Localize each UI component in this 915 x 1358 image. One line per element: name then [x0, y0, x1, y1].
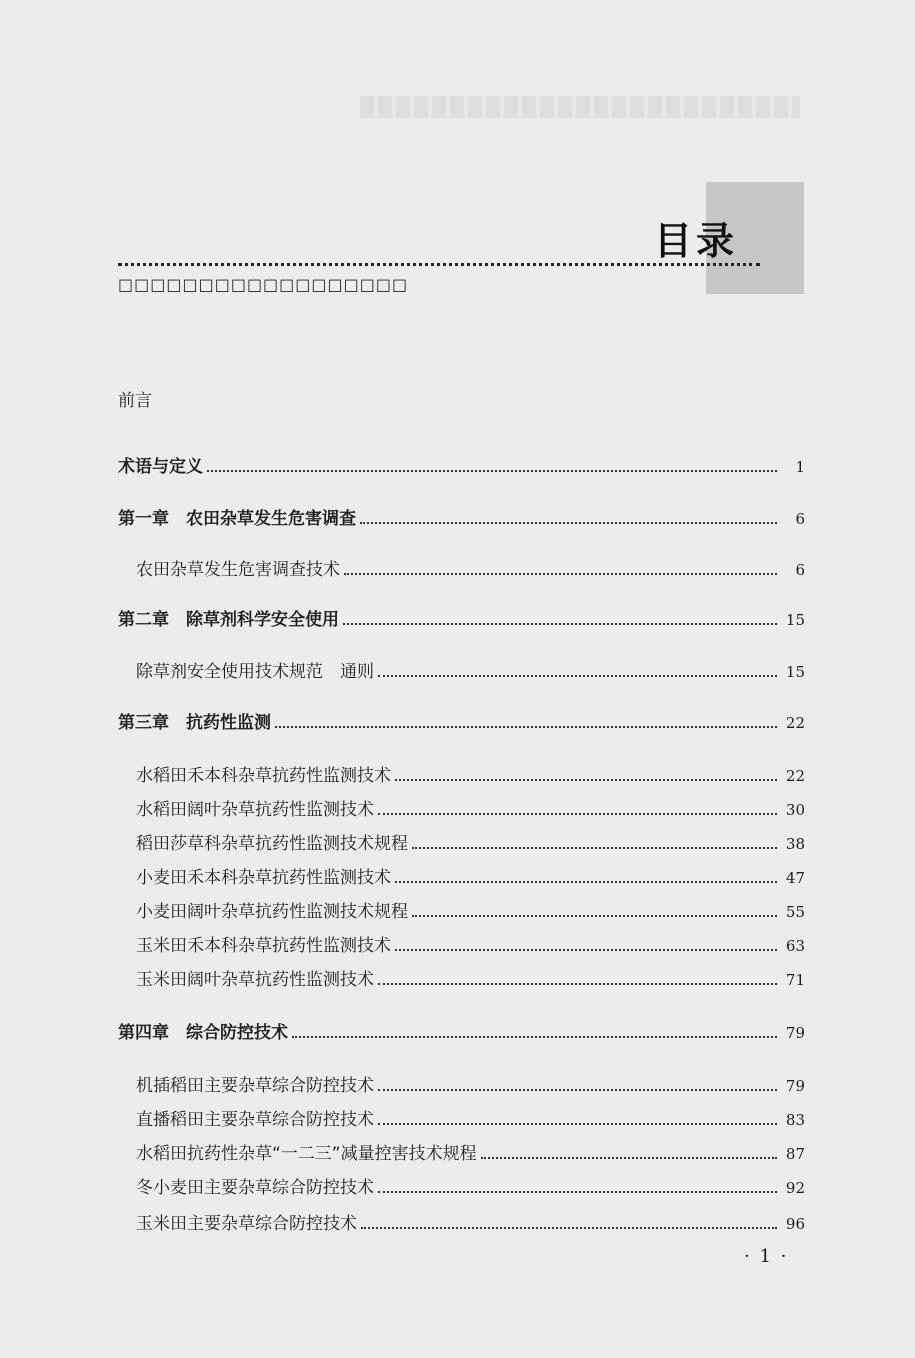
preface-heading: 前言 [118, 391, 152, 411]
toc-section-entry[interactable] [136, 965, 805, 989]
toc-section-entry[interactable] [136, 1209, 805, 1233]
toc-leader-dots [481, 1157, 777, 1159]
toc-page-number: 1 [795, 458, 805, 476]
toc-entry-title: 术语与定义 [118, 457, 203, 477]
toc-section-entry[interactable] [136, 1071, 805, 1095]
toc-leader-dots [412, 915, 777, 917]
toc-leader-dots [275, 726, 777, 728]
toc-page-number: 22 [785, 714, 805, 732]
toc-entry-title: 水稻田禾本科杂草抗药性监测技术 [136, 766, 391, 786]
toc-leader-dots [361, 1227, 777, 1229]
toc-section-entry[interactable] [136, 863, 805, 887]
page-title: 目录 [654, 219, 739, 263]
toc-leader-dots [360, 522, 777, 524]
toc-chapter-entry[interactable] [118, 504, 805, 528]
toc-page-number: 6 [795, 561, 805, 579]
toc-leader-dots [395, 779, 777, 781]
toc-page-number: 79 [785, 1077, 805, 1095]
toc-page-number: 87 [785, 1145, 805, 1163]
toc-page-number: 30 [785, 801, 805, 819]
toc-leader-dots [207, 470, 777, 472]
toc-leader-dots [395, 949, 777, 951]
toc-leader-dots [412, 847, 777, 849]
toc-leader-dots [292, 1036, 777, 1038]
toc-entry-title: 第四章 综合防控技术 [118, 1023, 288, 1043]
toc-section-entry[interactable] [136, 829, 805, 853]
toc-section-entry[interactable] [136, 657, 805, 681]
toc-leader-dots [378, 1191, 777, 1193]
toc-entry-title: 第二章 除草剂科学安全使用 [118, 610, 339, 630]
toc-section-entry[interactable] [136, 897, 805, 921]
toc-leader-dots [344, 573, 777, 575]
page-number: · 1 · [744, 1246, 789, 1267]
toc-leader-dots [378, 1089, 777, 1091]
toc-page-number: 6 [795, 510, 805, 528]
toc-chapter-entry[interactable] [118, 605, 805, 629]
toc-page-number: 22 [785, 767, 805, 785]
toc-leader-dots [395, 881, 777, 883]
toc-entry-title: 玉米田阔叶杂草抗药性监测技术 [136, 970, 374, 990]
toc-section-entry[interactable] [136, 1139, 805, 1163]
toc-section-entry[interactable] [136, 795, 805, 819]
toc-entry-title: 第一章 农田杂草发生危害调查 [118, 509, 356, 529]
toc-entry-title: 稻田莎草科杂草抗药性监测技术规程 [136, 834, 408, 854]
show-through-text [360, 96, 800, 118]
toc-page-number: 71 [785, 971, 805, 989]
toc-leader-dots [378, 1123, 777, 1125]
toc-entry-title: 小麦田阔叶杂草抗药性监测技术规程 [136, 902, 408, 922]
title-dotted-rule [118, 263, 760, 266]
toc-section-entry[interactable] [136, 761, 805, 785]
toc-leader-dots [343, 623, 777, 625]
toc-section-entry[interactable] [136, 1105, 805, 1129]
toc-page-number: 38 [785, 835, 805, 853]
toc-page-number: 15 [785, 663, 805, 681]
toc-entry-title: 农田杂草发生危害调查技术 [136, 560, 340, 580]
toc-entry-title: 直播稻田主要杂草综合防控技术 [136, 1110, 374, 1130]
toc-leader-dots [378, 813, 777, 815]
toc-entry-title: 水稻田阔叶杂草抗药性监测技术 [136, 800, 374, 820]
toc-entry-title: 冬小麦田主要杂草综合防控技术 [136, 1178, 374, 1198]
toc-page-number: 55 [785, 903, 805, 921]
toc-page-number: 96 [785, 1215, 805, 1233]
toc-chapter-entry[interactable] [118, 452, 805, 476]
toc-page-number: 92 [785, 1179, 805, 1197]
toc-chapter-entry[interactable] [118, 1018, 805, 1042]
toc-leader-dots [378, 675, 777, 677]
title-subtitle-boxes: □□□□□□□□□□□□□□□□□□ [118, 275, 409, 294]
toc-entry-title: 机插稻田主要杂草综合防控技术 [136, 1076, 374, 1096]
toc-page-number: 15 [785, 611, 805, 629]
toc-page-number: 47 [785, 869, 805, 887]
toc-entry-title: 水稻田抗药性杂草“一二三”减量控害技术规程 [136, 1144, 477, 1164]
toc-entry-title: 除草剂安全使用技术规范 通则 [136, 662, 374, 682]
toc-page-number: 63 [785, 937, 805, 955]
toc-section-entry[interactable] [136, 1173, 805, 1197]
toc-section-entry[interactable] [136, 555, 805, 579]
toc-entry-title: 第三章 抗药性监测 [118, 713, 271, 733]
toc-page-number: 83 [785, 1111, 805, 1129]
toc-chapter-entry[interactable] [118, 708, 805, 732]
toc-entry-title: 玉米田禾本科杂草抗药性监测技术 [136, 936, 391, 956]
toc-leader-dots [378, 983, 777, 985]
toc-page-number: 79 [785, 1024, 805, 1042]
toc-entry-title: 玉米田主要杂草综合防控技术 [136, 1214, 357, 1234]
toc-section-entry[interactable] [136, 931, 805, 955]
toc-entry-title: 小麦田禾本科杂草抗药性监测技术 [136, 868, 391, 888]
